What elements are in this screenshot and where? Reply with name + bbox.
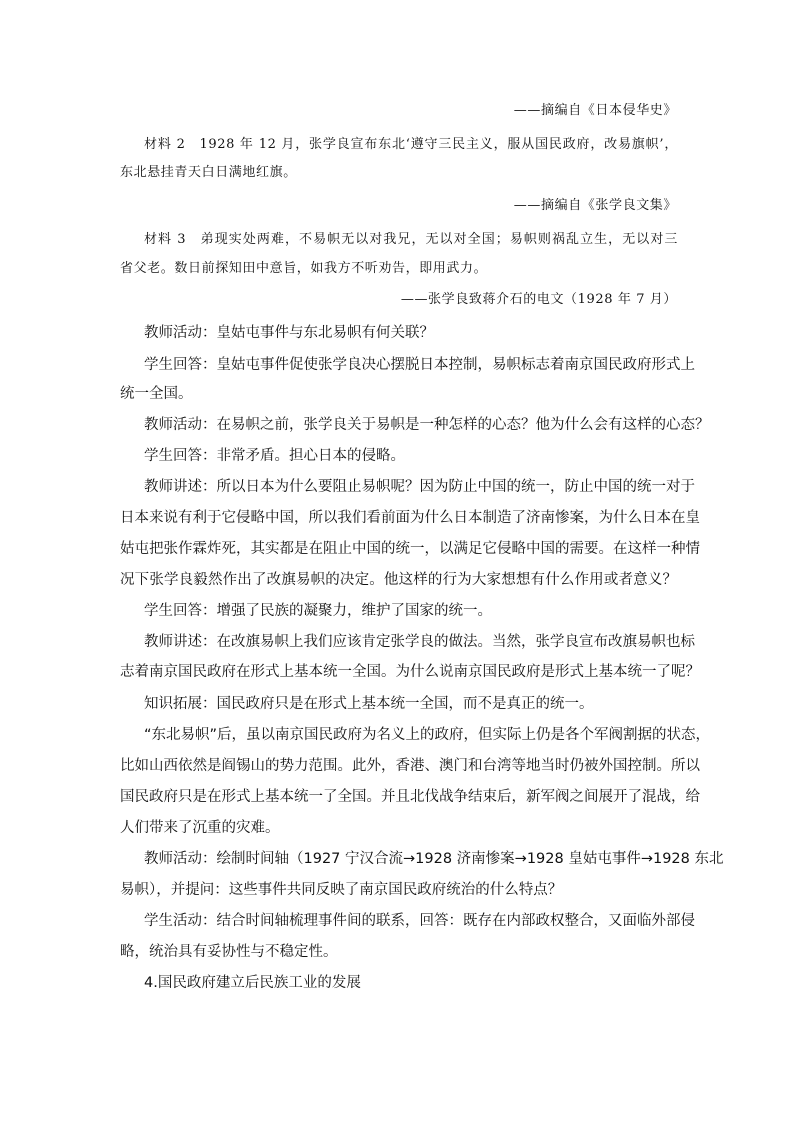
paragraph-line: 姑屯把张作霖炸死，其实都是在阻止中国的统一，以满足它侵略中国的需要。在这样一种情 [120, 541, 700, 557]
paragraph-line: 教师活动：在易帜之前，张学良关于易帜是一种怎样的心态？他为什么会有这样的心态？ [144, 417, 710, 433]
paragraph-line: 学生活动：结合时间轴梳理事件间的联系，回答：既存在内部政权整合，又面临外部侵 [144, 913, 695, 929]
paragraph-line: 学生回答：非常矛盾。担心日本的侵略。 [144, 448, 405, 464]
paragraph-line: 统一全国。 [120, 386, 193, 402]
paragraph-line: 况下张学良毅然作出了改旗易帜的决定。他这样的行为大家想想有什么作用或者意义？ [120, 572, 677, 588]
paragraph-line: 国民政府只是在形式上基本统一了全国。并且北伐战争结束后，新军阀之间展开了混战，给 [120, 789, 700, 805]
material-3-text: 材料 3 弟现实处两难，不易帜无以对我兄，无以对全国；易帜则祸乱立生，无以对三 [144, 232, 678, 247]
paragraph-line: 学生回答：皇姑屯事件促使张学良决心摆脱日本控制，易帜标志着南京国民政府形式上 [144, 357, 695, 373]
source-citation: ——摘编自《日本侵华史》 [513, 103, 677, 118]
source-citation: ——张学良致蒋介石的电文（1928 年 7 月） [400, 292, 677, 307]
paragraph-line: 教师讲述：所以日本为什么要阻止易帜呢？因为防止中国的统一，防止中国的统一对于 [144, 479, 695, 495]
paragraph-line: 教师活动：绘制时间轴（1927 宁汉合流→1928 济南惨案→1928 皇姑屯事件→1928 东北 [144, 851, 724, 867]
source-citation: ——摘编自《张学良文集》 [513, 198, 677, 213]
paragraph-line: 易帜），并提问：这些事件共同反映了南京国民政府统治的什么特点？ [120, 882, 563, 898]
material-2-text: 材料 2 1928 年 12 月，张学良宣布东北‘遵守三民主义，服从国民政府，改易旗帜’， [144, 137, 678, 152]
paragraph-line: 教师活动：皇姑屯事件与东北易帜有何关联？ [144, 325, 434, 341]
paragraph-line: 学生回答：增强了民族的凝聚力，维护了国家的统一。 [144, 603, 492, 619]
material-2-text-cont: 东北悬挂青天白日满地红旗。 [120, 165, 297, 180]
paragraph-line: 知识拓展：国民政府只是在形式上基本统一全国，而不是真正的统一。 [144, 696, 594, 712]
paragraph-line: 人们带来了沉重的灾难。 [120, 820, 280, 836]
paragraph-line: “东北易帜”后，虽以南京国民政府为名义上的政府，但实际上仍是各个军阀割据的状态， [144, 727, 711, 743]
paragraph-line: 比如山西依然是阎锡山的势力范围。此外，香港、澳门和台湾等地当时仍被外国控制。所以 [120, 758, 700, 774]
paragraph-line: 略，统治具有妥协性与不稳定性。 [120, 944, 338, 960]
material-3-text-cont: 省父老。数日前探知田中意旨，如我方不听劝告，即用武力。 [120, 261, 488, 276]
paragraph-line: 志着南京国民政府在形式上基本统一全国。为什么说南京国民政府是形式上基本统一了呢？ [120, 664, 700, 680]
section-heading: 4.国民政府建立后民族工业的发展 [144, 975, 361, 991]
paragraph-line: 日本来说有利于它侵略中国，所以我们看前面为什么日本制造了济南惨案，为什么日本在皇 [120, 510, 700, 526]
paragraph-line: 教师讲述：在改旗易帜上我们应该肯定张学良的做法。当然，张学良宣布改旗易帜也标 [144, 634, 695, 650]
